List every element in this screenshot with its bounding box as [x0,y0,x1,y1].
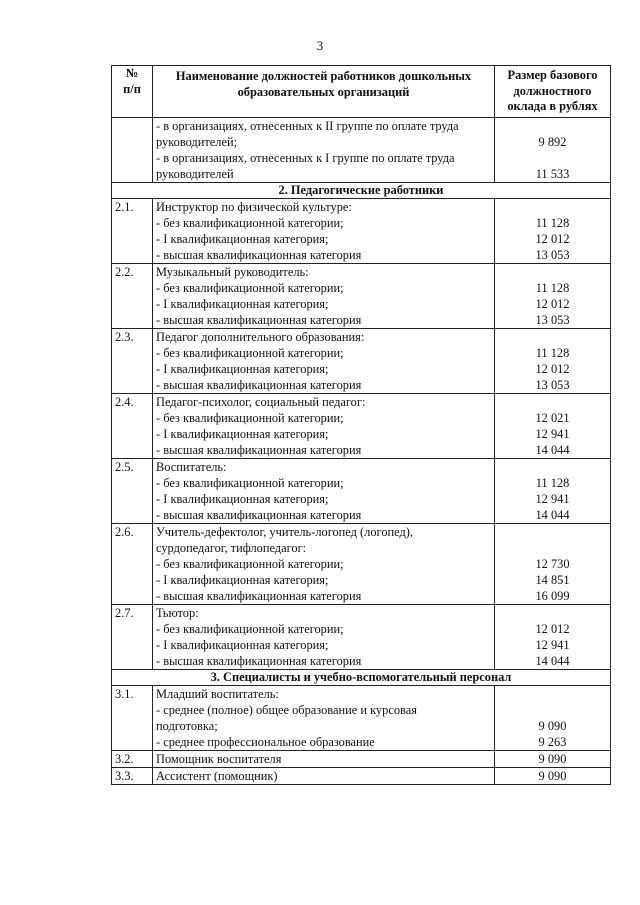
section-title: 2. Педагогические работники [112,182,611,198]
row-values [495,604,611,669]
blank-line [498,605,607,621]
category-line: - высшая квалификационная категория [156,247,362,262]
position-title: Тьютор: [156,605,199,620]
row-number: 2.6. [112,523,153,604]
category-line: - высшая квалификационная категория [156,653,362,668]
table-row [112,767,611,784]
row-values [495,458,611,523]
row-values [495,393,611,458]
category-line: - без квалификационной категории; [156,475,344,490]
row-values [495,198,611,263]
salary-value: 16 099 [535,588,570,603]
category-line: - без квалификационной категории; [156,556,344,571]
row-description [153,523,495,604]
salary-value: 12 012 [535,231,570,246]
salary-value: 12 730 [535,556,570,571]
category-line: - высшая квалификационная категория [156,507,362,522]
blank-line [498,702,607,718]
header-num [112,66,153,118]
row-description [153,750,495,767]
salary-value: 13 053 [535,312,570,327]
category-line: - I квалификационная категория; [156,361,329,376]
salary-value: 12 012 [535,621,570,636]
position-title: Инструктор по физической культуре: [156,199,352,214]
category-line: - высшая квалификационная категория [156,588,362,603]
table-row [112,523,611,604]
position-title: Помощник воспитателя [156,751,282,766]
position-title: Учитель-дефектолог, учитель-логопед (логопед), [156,524,414,539]
table-row [112,263,611,328]
header-position: Наименование должностей работников дошкольных образовательных организаций [153,66,495,118]
position-title: Воспитатель: [156,459,227,474]
category-line: - в организациях, отнесенных к I группе по оплате труда [156,150,455,165]
row-description [153,767,495,784]
position-title: Музыкальный руководитель: [156,264,309,279]
blank-line [498,459,607,475]
category-line: сурдопедагог, тифлопедагог: [156,540,307,555]
salary-table [111,65,611,785]
salary-value: 13 053 [535,377,570,392]
table-row [112,750,611,767]
category-line: - без квалификационной категории; [156,621,344,636]
table-row [112,393,611,458]
table-row [112,198,611,263]
row-number: 2.7. [112,604,153,669]
section-header-row [112,182,611,198]
salary-value: 9 090 [538,751,567,766]
salary-value: 11 128 [535,215,570,230]
table-row [112,458,611,523]
salary-value: 12 012 [535,361,570,376]
category-line: руководителей; [156,134,238,149]
salary-value: 13 053 [535,247,570,262]
row-values [495,523,611,604]
row-description [153,604,495,669]
category-line: - без квалификационной категории; [156,215,344,230]
row-number: 2.5. [112,458,153,523]
row-values [495,685,611,750]
row-number [112,117,153,182]
row-number: 2.1. [112,198,153,263]
category-line: - I квалификационная категория; [156,426,329,441]
row-values [495,750,611,767]
row-description [153,685,495,750]
page-number: 3 [316,38,324,53]
salary-value: 11 128 [535,475,570,490]
blank-line [498,540,607,556]
salary-value: 11 533 [535,166,570,181]
category-line: - I квалификационная категория; [156,572,329,587]
blank-line [498,524,607,540]
blank-line [498,394,607,410]
blank-line [498,329,607,345]
salary-value: 14 044 [535,507,570,522]
row-number: 2.2. [112,263,153,328]
salary-value: 9 090 [538,718,567,733]
row-description [153,458,495,523]
header-num-abbr: п/п [123,81,141,96]
salary-value: 9 263 [538,734,567,749]
salary-value: 12 941 [535,491,570,506]
section-title: 3. Специалисты и учебно-вспомогательный персонал [112,669,611,685]
category-line: - без квалификационной категории; [156,345,344,360]
table-row [112,328,611,393]
category-line: - I квалификационная категория; [156,637,329,652]
category-line: - I квалификационная категория; [156,296,329,311]
position-title: Педагог дополнительного образования: [156,329,365,344]
category-line: подготовка; [156,718,218,733]
row-number: 3.2. [112,750,153,767]
row-number: 2.4. [112,393,153,458]
row-number: 3.1. [112,685,153,750]
header-num-symbol: № [125,66,139,80]
table-row [112,685,611,750]
row-description [153,393,495,458]
table-row [112,604,611,669]
row-description [153,117,495,182]
blank-line [498,118,607,134]
row-number: 3.3. [112,767,153,784]
row-description [153,328,495,393]
salary-value: 14 044 [535,442,570,457]
blank-line [498,686,607,702]
category-line: - высшая квалификационная категория [156,312,362,327]
salary-value: 9 090 [538,768,567,783]
category-line: - без квалификационной категории; [156,410,344,425]
continued-row [112,117,611,182]
table-header-row [112,66,611,118]
salary-value: 12 941 [535,426,570,441]
blank-line [498,150,607,166]
position-title: - в организациях, отнесенных к II группе по оплате труда [156,118,459,133]
blank-line [498,264,607,280]
row-number: 2.3. [112,328,153,393]
salary-value: 12 021 [535,410,570,425]
salary-value: 11 128 [535,345,570,360]
category-line: - среднее (полное) общее образование и курсовая [156,702,417,717]
salary-value: 11 128 [535,280,570,295]
row-values [495,263,611,328]
salary-value: 12 941 [535,637,570,652]
row-values [495,328,611,393]
salary-value: 9 892 [538,134,567,149]
section-header-row [112,669,611,685]
category-line: - высшая квалификационная категория [156,377,362,392]
blank-line [498,199,607,215]
category-line: - без квалификационной категории; [156,280,344,295]
category-line: - I квалификационная категория; [156,231,329,246]
row-values [495,767,611,784]
position-title: Младший воспитатель: [156,686,279,701]
header-salary: Размер базового должностного оклада в рублях [495,66,611,118]
row-description [153,198,495,263]
category-line: - среднее профессиональное образование [156,734,375,749]
category-line: - I квалификационная категория; [156,491,329,506]
position-title: Ассистент (помощник) [156,768,278,783]
row-values [495,117,611,182]
row-description [153,263,495,328]
position-title: Педагог-психолог, социальный педагог: [156,394,366,409]
salary-value: 12 012 [535,296,570,311]
salary-value: 14 044 [535,653,570,668]
category-line: руководителей [156,166,234,181]
category-line: - высшая квалификационная категория [156,442,362,457]
salary-value: 14 851 [535,572,570,587]
